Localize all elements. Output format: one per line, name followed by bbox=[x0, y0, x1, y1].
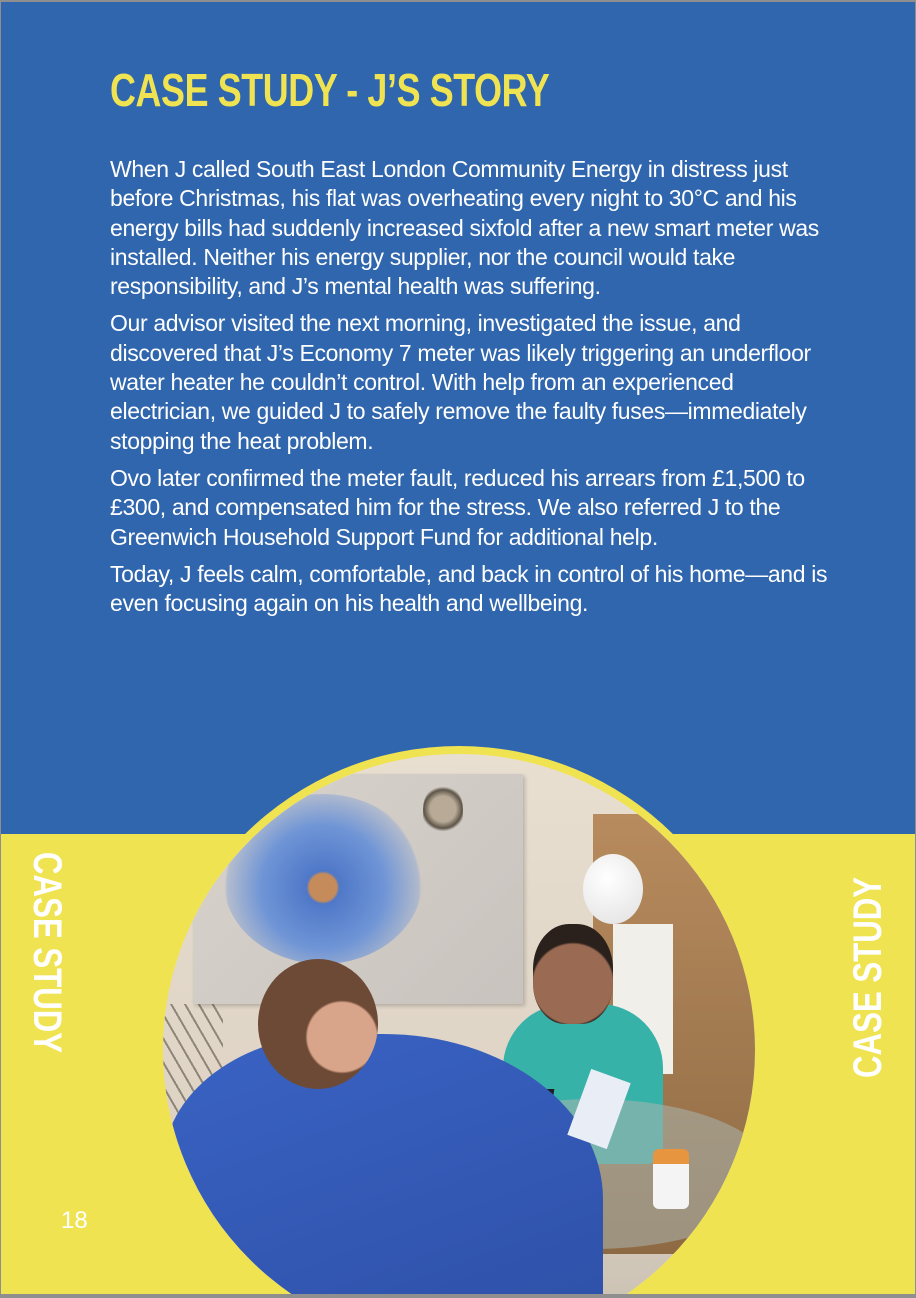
case-study-body bbox=[110, 155, 830, 626]
page-title: CASE STUDY - J’S STORY bbox=[110, 64, 550, 116]
photo-advisor-head bbox=[258, 959, 378, 1089]
photo-lamp bbox=[583, 854, 643, 924]
page-number: 18 bbox=[61, 1207, 88, 1234]
paragraph-4: Today, J feels calm, comfortable, and back in control of his home—and is even focusing again on his health and wellbeing. bbox=[110, 560, 828, 617]
photo-resident-head bbox=[533, 924, 613, 1024]
side-label-right: CASE STUDY bbox=[846, 876, 890, 1078]
case-study-photo bbox=[163, 754, 755, 1294]
paragraph-3: Ovo later confirmed the meter fault, reduced his arrears from £1,500 to £300, and compensated him for the stress. We also referred J to the Greenwich Household Support Fund for additional help. bbox=[110, 464, 805, 550]
photo-blue-flower bbox=[223, 794, 423, 964]
photo-jar bbox=[653, 1149, 689, 1209]
photo-flower-bud bbox=[423, 784, 463, 834]
paragraph-1: When J called South East London Community Energy in distress just before Christmas, his flat was overheating every night to 30°C and his energy bills had suddenly increased sixfold after a new smart meter was installed. Neither his energy supplier, nor the council would take responsibility, and J’s mental health was suffering. bbox=[110, 156, 819, 300]
paragraph-2: Our advisor visited the next morning, investigated the issue, and discovered that J’s Economy 7 meter was likely triggering an underfloor water heater he couldn’t control. With help from an experienced electrician, we guided J to safely remove the faulty fuses—immediately stopping the heat problem. bbox=[110, 310, 811, 454]
side-label-left: CASE STUDY bbox=[25, 852, 69, 1054]
brochure-page bbox=[1, 2, 915, 1294]
